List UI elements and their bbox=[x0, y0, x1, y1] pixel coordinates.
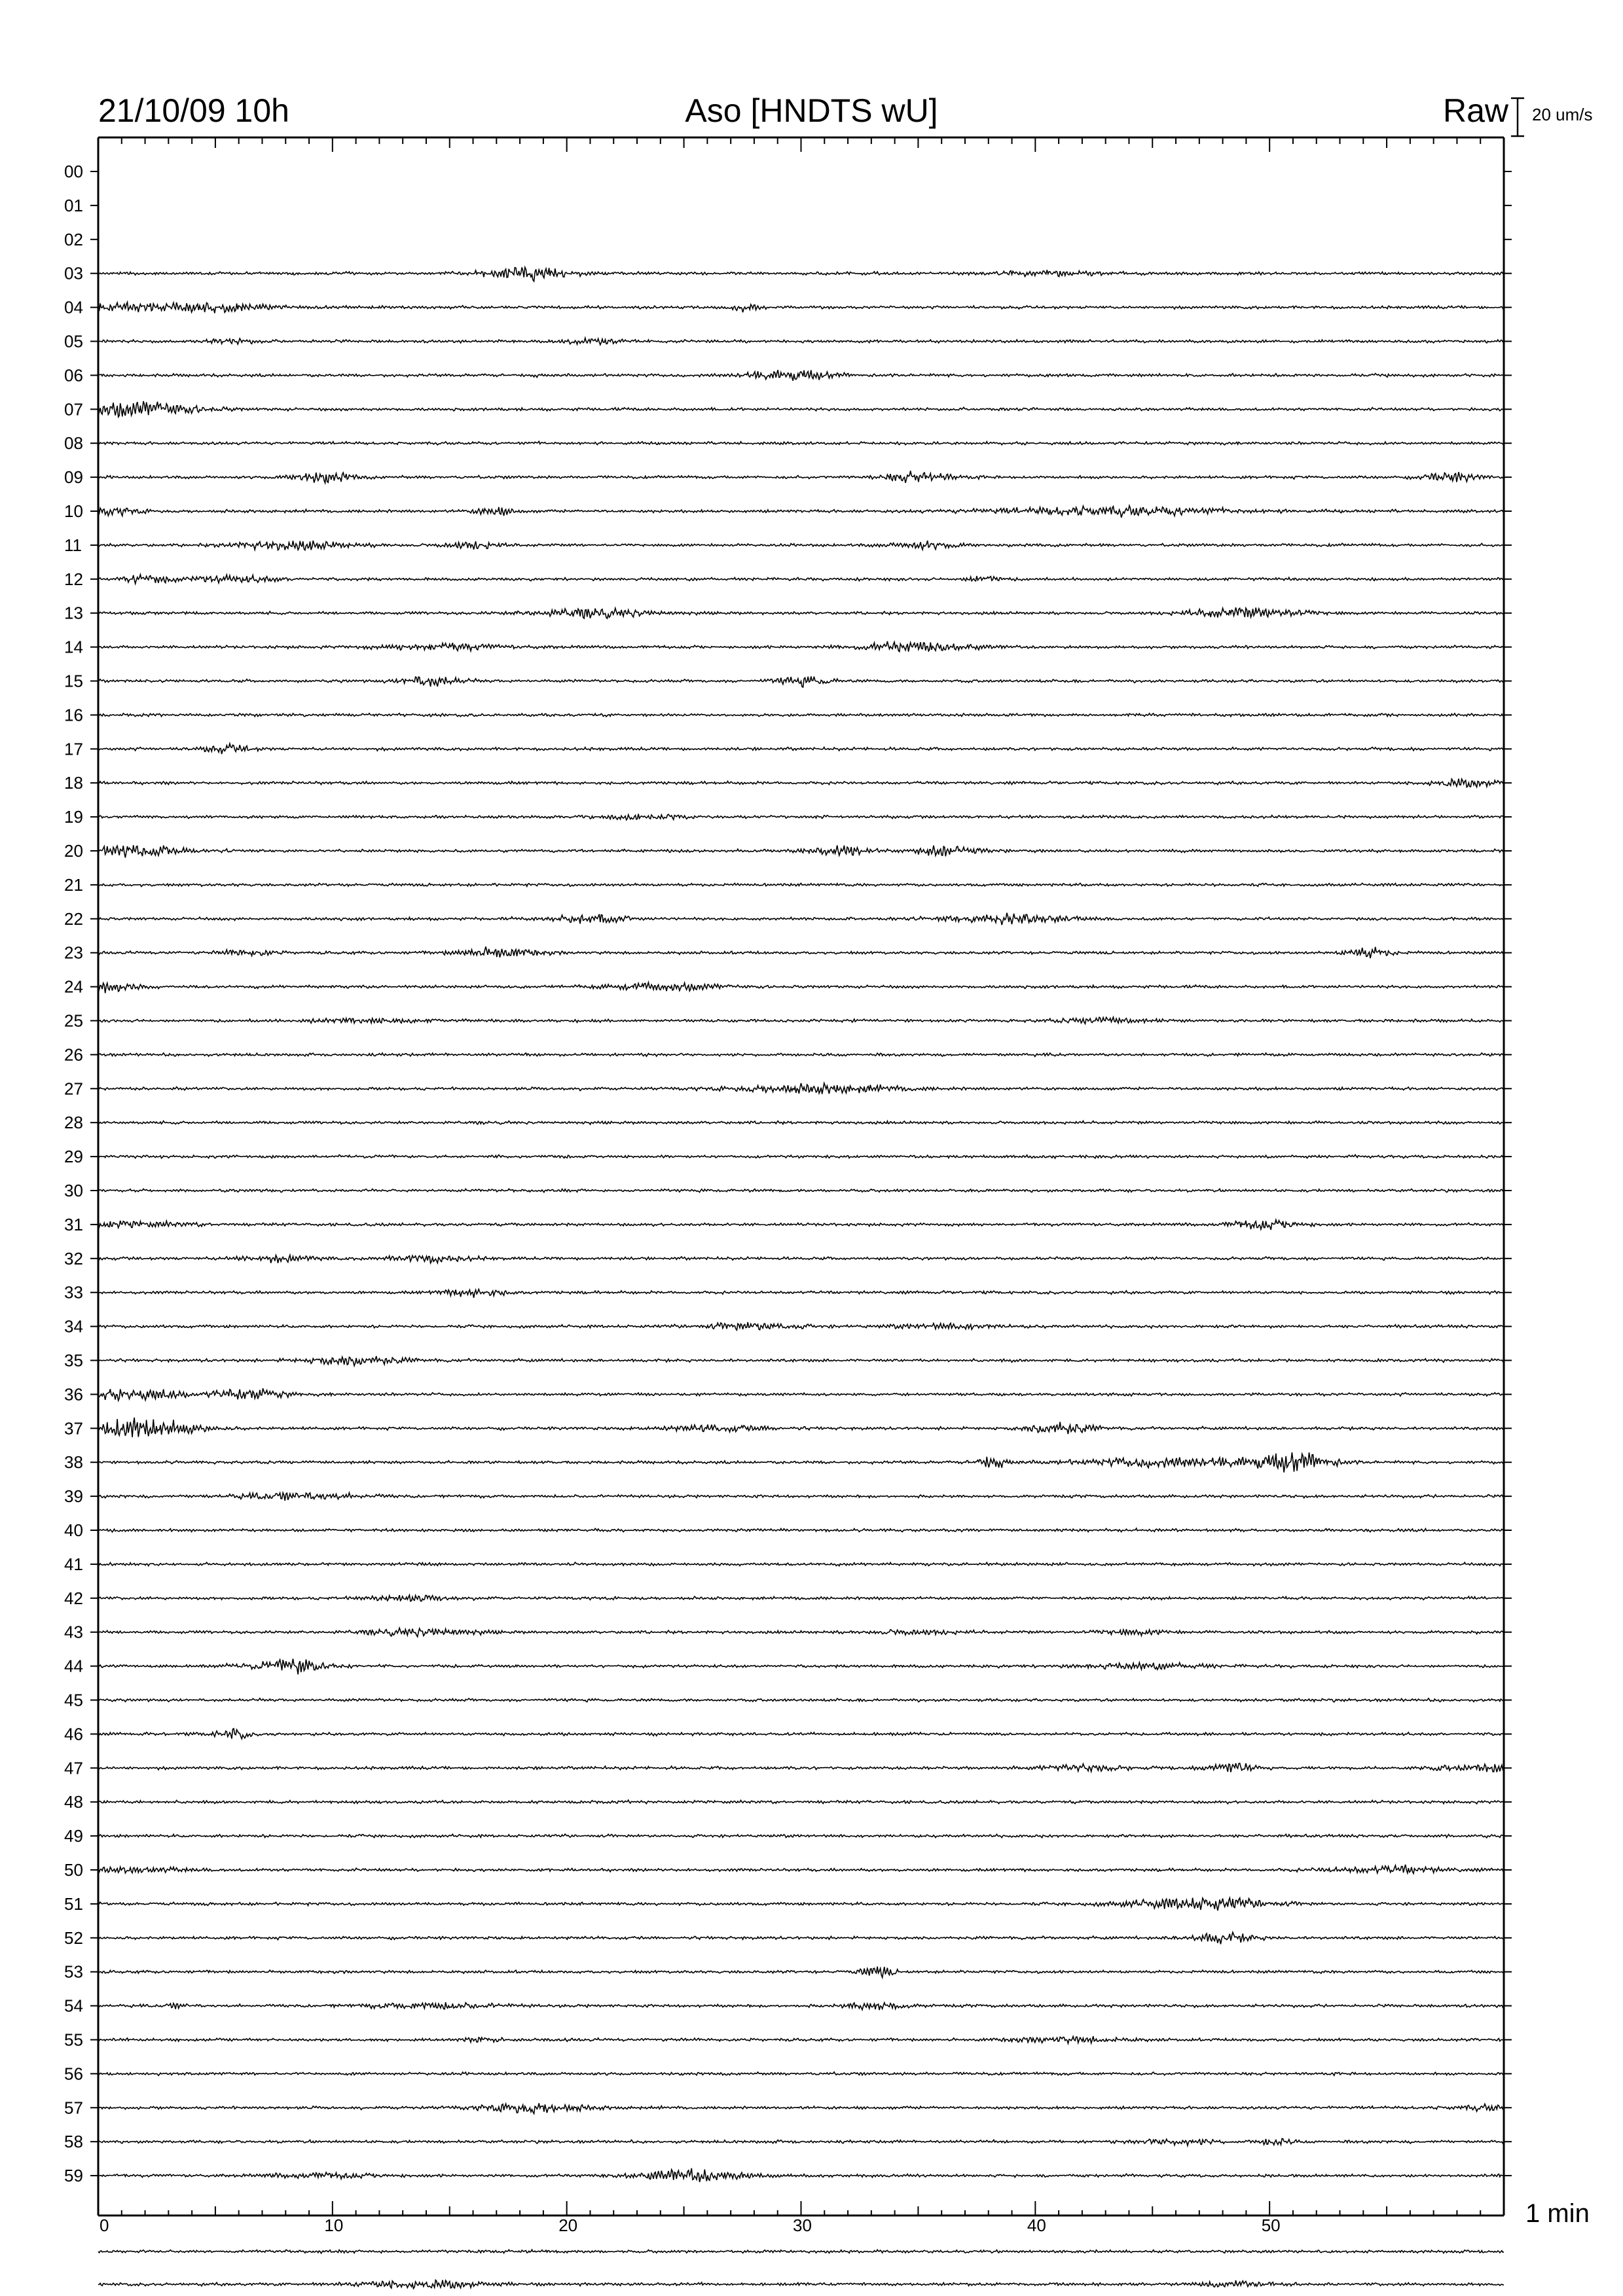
row-label: 28 bbox=[64, 1113, 83, 1133]
continuation-trace-2 bbox=[98, 2280, 1504, 2289]
trace-51 bbox=[98, 1898, 1504, 1911]
row-label: 18 bbox=[64, 773, 83, 793]
trace-25 bbox=[98, 1017, 1504, 1024]
time-tick-label: 0 bbox=[100, 2215, 109, 2235]
trace-39 bbox=[98, 1493, 1504, 1501]
trace-18 bbox=[98, 779, 1504, 787]
time-tick-label: 30 bbox=[793, 2215, 812, 2235]
row-label: 07 bbox=[64, 399, 83, 420]
row-label: 42 bbox=[64, 1588, 83, 1608]
trace-37 bbox=[98, 1418, 1504, 1437]
trace-56 bbox=[98, 2072, 1504, 2075]
trace-50 bbox=[98, 1865, 1504, 1874]
trace-15 bbox=[98, 677, 1504, 688]
row-label: 41 bbox=[64, 1554, 83, 1574]
row-label: 52 bbox=[64, 1928, 83, 1948]
trace-09 bbox=[98, 471, 1504, 483]
trace-34 bbox=[98, 1322, 1504, 1330]
row-label: 16 bbox=[64, 705, 83, 725]
trace-06 bbox=[98, 370, 1504, 381]
trace-52 bbox=[98, 1932, 1504, 1944]
row-label: 15 bbox=[64, 671, 83, 691]
row-label: 05 bbox=[64, 331, 83, 351]
station-title: Aso [HNDTS wU] bbox=[685, 92, 938, 129]
row-label: 14 bbox=[64, 637, 83, 657]
trace-36 bbox=[98, 1388, 1504, 1401]
row-label: 35 bbox=[64, 1350, 83, 1371]
trace-59 bbox=[98, 2168, 1504, 2182]
row-label: 56 bbox=[64, 2064, 83, 2084]
row-label: 29 bbox=[64, 1147, 83, 1167]
trace-40 bbox=[98, 1528, 1504, 1532]
trace-11 bbox=[98, 541, 1504, 550]
trace-21 bbox=[98, 883, 1504, 886]
row-label: 24 bbox=[64, 977, 83, 997]
row-labels bbox=[64, 162, 1512, 2185]
trace-45 bbox=[98, 1698, 1504, 1702]
row-label: 47 bbox=[64, 1758, 83, 1778]
trace-43 bbox=[98, 1628, 1504, 1637]
row-label: 50 bbox=[64, 1860, 83, 1880]
row-label: 22 bbox=[64, 908, 83, 929]
trace-27 bbox=[98, 1083, 1504, 1094]
duration-label: 1 min bbox=[1525, 2199, 1590, 2228]
row-label: 19 bbox=[64, 807, 83, 827]
trace-23 bbox=[98, 946, 1504, 958]
row-label: 58 bbox=[64, 2132, 83, 2152]
trace-54 bbox=[98, 2002, 1504, 2010]
row-label: 26 bbox=[64, 1045, 83, 1065]
row-label: 39 bbox=[64, 1486, 83, 1507]
row-label: 27 bbox=[64, 1079, 83, 1099]
time-tick-label: 20 bbox=[558, 2215, 578, 2235]
trace-03 bbox=[98, 267, 1504, 281]
trace-13 bbox=[98, 607, 1504, 619]
time-tick-label: 50 bbox=[1261, 2215, 1281, 2235]
row-label: 53 bbox=[64, 1962, 83, 1982]
trace-57 bbox=[98, 2103, 1504, 2113]
record-datetime: 21/10/09 10h bbox=[98, 92, 289, 129]
row-label: 57 bbox=[64, 2098, 83, 2118]
trace-22 bbox=[98, 913, 1504, 925]
row-label: 30 bbox=[64, 1181, 83, 1200]
row-label: 32 bbox=[64, 1248, 83, 1268]
row-label: 09 bbox=[64, 467, 83, 488]
trace-19 bbox=[98, 814, 1504, 820]
row-label: 13 bbox=[64, 603, 83, 623]
trace-07 bbox=[98, 401, 1504, 417]
time-axis bbox=[98, 2201, 1504, 2235]
row-label: 12 bbox=[64, 569, 83, 589]
row-label: 23 bbox=[64, 942, 83, 963]
continuation-trace-1 bbox=[98, 2250, 1504, 2253]
trace-38 bbox=[98, 1452, 1504, 1473]
time-tick-label: 40 bbox=[1027, 2215, 1046, 2235]
row-label: 21 bbox=[64, 874, 83, 895]
row-label: 59 bbox=[64, 2166, 83, 2186]
trace-14 bbox=[98, 641, 1504, 652]
trace-12 bbox=[98, 575, 1504, 584]
mode-label: Raw bbox=[1442, 92, 1508, 129]
trace-30 bbox=[98, 1189, 1504, 1192]
row-label: 48 bbox=[64, 1792, 83, 1812]
trace-53 bbox=[98, 1967, 1504, 1978]
trace-41 bbox=[98, 1562, 1504, 1566]
row-label: 43 bbox=[64, 1622, 83, 1642]
trace-35 bbox=[98, 1356, 1504, 1366]
trace-16 bbox=[98, 713, 1504, 717]
row-label: 03 bbox=[64, 263, 83, 283]
trace-08 bbox=[98, 441, 1504, 445]
row-label: 45 bbox=[64, 1690, 83, 1710]
trace-17 bbox=[98, 744, 1504, 754]
trace-49 bbox=[98, 1834, 1504, 1838]
trace-31 bbox=[98, 1220, 1504, 1230]
trace-58 bbox=[98, 2139, 1504, 2146]
trace-05 bbox=[98, 338, 1504, 345]
row-label: 34 bbox=[64, 1316, 83, 1336]
trace-28 bbox=[98, 1121, 1504, 1124]
row-label: 11 bbox=[64, 535, 82, 555]
trace-24 bbox=[98, 982, 1504, 994]
row-label: 38 bbox=[64, 1452, 83, 1473]
row-label: 46 bbox=[64, 1724, 83, 1744]
row-label: 10 bbox=[64, 501, 83, 521]
trace-55 bbox=[98, 2036, 1504, 2043]
row-label: 37 bbox=[64, 1418, 83, 1439]
row-label: 55 bbox=[64, 2030, 83, 2050]
row-label: 02 bbox=[64, 229, 83, 249]
traces bbox=[98, 267, 1504, 2288]
trace-48 bbox=[98, 1800, 1504, 1804]
trace-04 bbox=[98, 302, 1504, 314]
row-label: 20 bbox=[64, 841, 83, 861]
row-label: 04 bbox=[64, 297, 83, 317]
row-label: 33 bbox=[64, 1282, 83, 1302]
row-label: 17 bbox=[64, 739, 83, 759]
row-label: 54 bbox=[64, 1996, 83, 2016]
trace-46 bbox=[98, 1729, 1504, 1739]
row-label: 25 bbox=[64, 1011, 83, 1031]
trace-26 bbox=[98, 1053, 1504, 1057]
row-label: 00 bbox=[64, 162, 83, 181]
time-tick-label: 10 bbox=[324, 2215, 344, 2235]
row-label: 44 bbox=[64, 1656, 83, 1676]
trace-47 bbox=[98, 1763, 1504, 1772]
row-label: 40 bbox=[64, 1520, 83, 1540]
row-label: 06 bbox=[64, 365, 83, 386]
trace-32 bbox=[98, 1255, 1504, 1263]
row-label: 31 bbox=[64, 1214, 83, 1234]
trace-33 bbox=[98, 1289, 1504, 1298]
row-label: 01 bbox=[64, 195, 83, 215]
row-label: 36 bbox=[64, 1384, 83, 1405]
trace-29 bbox=[98, 1155, 1504, 1158]
trace-10 bbox=[98, 506, 1504, 518]
row-label: 08 bbox=[64, 433, 83, 454]
row-label: 49 bbox=[64, 1826, 83, 1846]
amplitude-scale-label: 20 um/s bbox=[1532, 105, 1593, 124]
trace-44 bbox=[98, 1659, 1504, 1674]
row-label: 51 bbox=[64, 1893, 83, 1914]
trace-42 bbox=[98, 1595, 1504, 1602]
trace-20 bbox=[98, 845, 1504, 857]
